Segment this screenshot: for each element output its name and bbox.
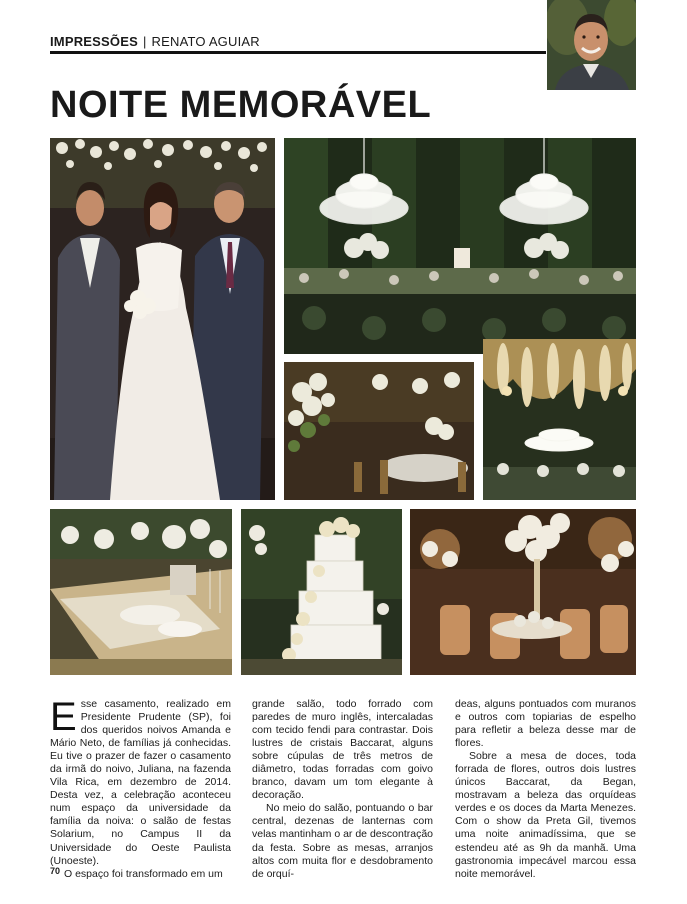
paragraph: Esse casamento, realizado em Presidente Prudente (SP), foi dos queridos noivos Amanda e Mário Neto, de famílias já conhecidas. Eu tive o prazer de fazer o casamento da irmã do noivo, Juliana, na fazenda Vila Rica, em dezembro de 2014. Desta vez, a celebração aconteceu num espaço da universidade da família da noiva: o salão de festas Solarium, no Campus II da Universidade do Oeste Paulista (Unoeste). xyxy=(50,695,231,867)
column-header xyxy=(50,34,260,49)
text-column-1 xyxy=(50,695,231,881)
text-column-3 xyxy=(455,698,636,881)
paragraph: deas, alguns pontuados com muranos e outros com topiarias de espelho para refletir a beleza desse mar de flores. xyxy=(455,698,636,750)
paragraph: No meio do salão, pontuando o bar central, dezenas de lanternas com velas mantinham o ar de descontração da festa. Sobre as mesas, arranjos altos com muita flor e desdobramento de orquí- xyxy=(252,802,433,880)
chandelier-stage-photo xyxy=(284,138,636,354)
hanging-orchids-photo xyxy=(483,339,636,500)
couple-portrait-photo xyxy=(50,138,275,500)
author-portrait xyxy=(547,0,636,90)
floral-tables-photo xyxy=(284,362,474,500)
header-rule xyxy=(50,51,546,54)
header-separator: | xyxy=(142,34,147,49)
wedding-cake-photo xyxy=(241,509,402,675)
page-number: 70 xyxy=(50,866,61,876)
drop-cap: E xyxy=(50,695,77,739)
paragraph: Sobre a mesa de doces, toda forrada de flores, outros dois lustres únicos Baccarat, da Began, mostravam a beleza das orquídeas verdes e os doces da Marta Menezes. Com o show da Preta Gil, tivemos uma noite animadíssima, que se estendeu até as 9h da manhã. Uma gastronomia impecável marcou essa noite memorável. xyxy=(455,750,636,880)
text-column-2 xyxy=(252,698,433,881)
reception-hall-photo xyxy=(410,509,636,675)
paragraph: O espaço foi transformado em um xyxy=(64,867,223,880)
article-title: NOITE MEMORÁVEL xyxy=(50,84,432,126)
paragraph: grande salão, todo forrado com paredes de muro inglês, intercaladas com tecido fendi para contrastar. Dois lustres de cristais Baccarat, alguns sobre cúpulas de três metros de diâmetro, todas forradas com goivo branco, davam um tom elegante à decoração. xyxy=(252,698,433,802)
table-setting-photo xyxy=(50,509,232,675)
section-name: IMPRESSÕES xyxy=(50,34,138,49)
author-name: RENATO AGUIAR xyxy=(151,34,260,49)
